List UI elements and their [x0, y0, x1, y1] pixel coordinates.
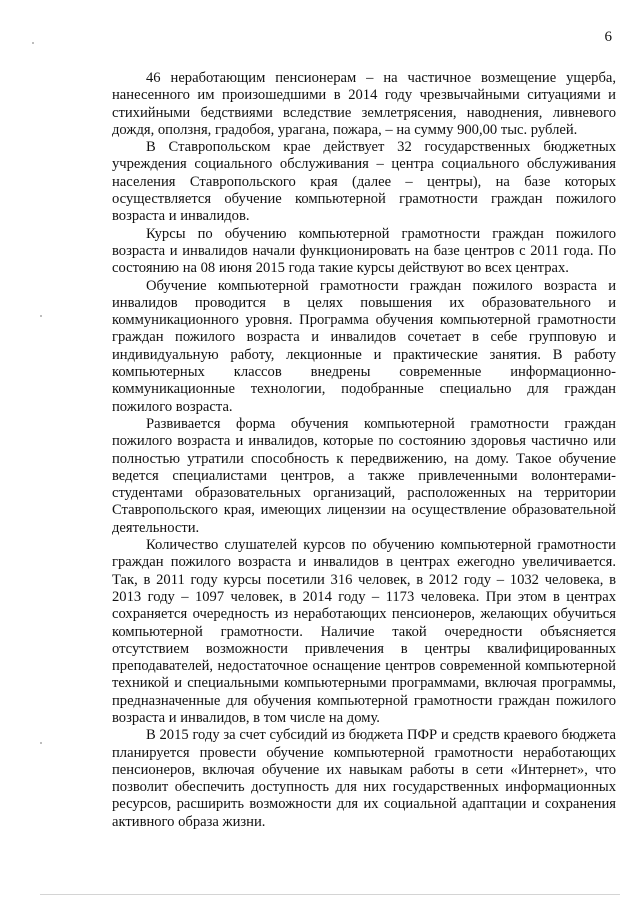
paragraph-student-numbers: Количество слушателей курсов по обучению компьютерной грамотности граждан пожилого возраста и инвалидов в центрах ежегодно увеличивается. Так, в 2011 году курсы посетили 316 человек, в 2012 году – 1032 человека, в 2013 году – 1097 человек, в 2014 году – 1173 человека. При этом в центрах сохраняется очередность из неработающих пенсионеров, желающих обучиться компьютерной грамотности. Наличие такой очередности объясняется отсутствием возможности привлечения в центры квалифицированных преподавателей, недостаточное оснащение центров современной компьютерной техникой и специальными компьютерными программами, включая программы, предназначенные для обучения компьютерной грамотности граждан пожилого возраста и инвалидов, в том числе на дому. — [112, 537, 616, 726]
scan-speck — [40, 315, 42, 317]
body-text — [112, 70, 616, 831]
paragraph-training-goals: Обучение компьютерной грамотности граждан пожилого возраста и инвалидов проводится в целях повышения их образовательного и коммуникационного уровня. Программа обучения компьютерной грамотности граждан пожилого возраста и инвалидов сочетает в себе групповую и индивидуальную работу, лекционные и практические занятия. В работу компьютерных классов внедрены современные информационно-коммуникационные технологии, подобранные специально для граждан пожилого возраста. — [112, 277, 616, 415]
paragraph-home-training: Развивается форма обучения компьютерной грамотности граждан пожилого возраста и инвалидов, которые по состоянию здоровья частично или полностью утратили способность к передвижению, на дому. Такое обучение ведется специалистами центров, а также привлеченными волонтерами-студентами образовательных организаций, расположенных на территории Ставропольского края, имеющих лицензии на осуществление образовательной деятельности. — [112, 415, 616, 536]
paragraph-courses-start: Курсы по обучению компьютерной грамотности граждан пожилого возраста и инвалидов начали функционировать на базе центров с 2011 года. По состоянию на 08 июня 2015 года такие курсы действуют во всех центрах. — [112, 225, 616, 277]
paragraph-2015-plans: В 2015 году за счет субсидий из бюджета ПФР и средств краевого бюджета планируется провести обучение компьютерной грамотности неработающих пенсионеров, включая обучение их навыкам работы в сети «Интернет», что позволит обеспечить доступность для них государственных информационных ресурсов, расширить возможности для их социальной адаптации и сохранения активного образа жизни. — [112, 727, 616, 830]
page-number: 6 — [604, 29, 612, 45]
scan-speck — [40, 742, 42, 744]
paragraph-social-service-centers: В Ставропольском крае действует 32 государственных бюджетных учреждения социального обслуживания – центра социального обслуживания населения Ставропольского края (далее – центры), на базе которых осуществляется обучение компьютерной грамотности граждан пожилого возраста и инвалидов. — [112, 139, 616, 225]
paragraph-pensioner-compensation: 46 неработающим пенсионерам – на частичное возмещение ущерба, нанесенного им произошедшими в 2014 году чрезвычайными ситуациями и стихийными бедствиями вследствие землетрясения, наводнения, ливневого дождя, оползня, градобоя, урагана, пожара, – на сумму 900,00 тыс. рублей. — [112, 70, 616, 138]
scan-bottom-edge — [40, 894, 620, 895]
scan-speck — [32, 42, 34, 44]
